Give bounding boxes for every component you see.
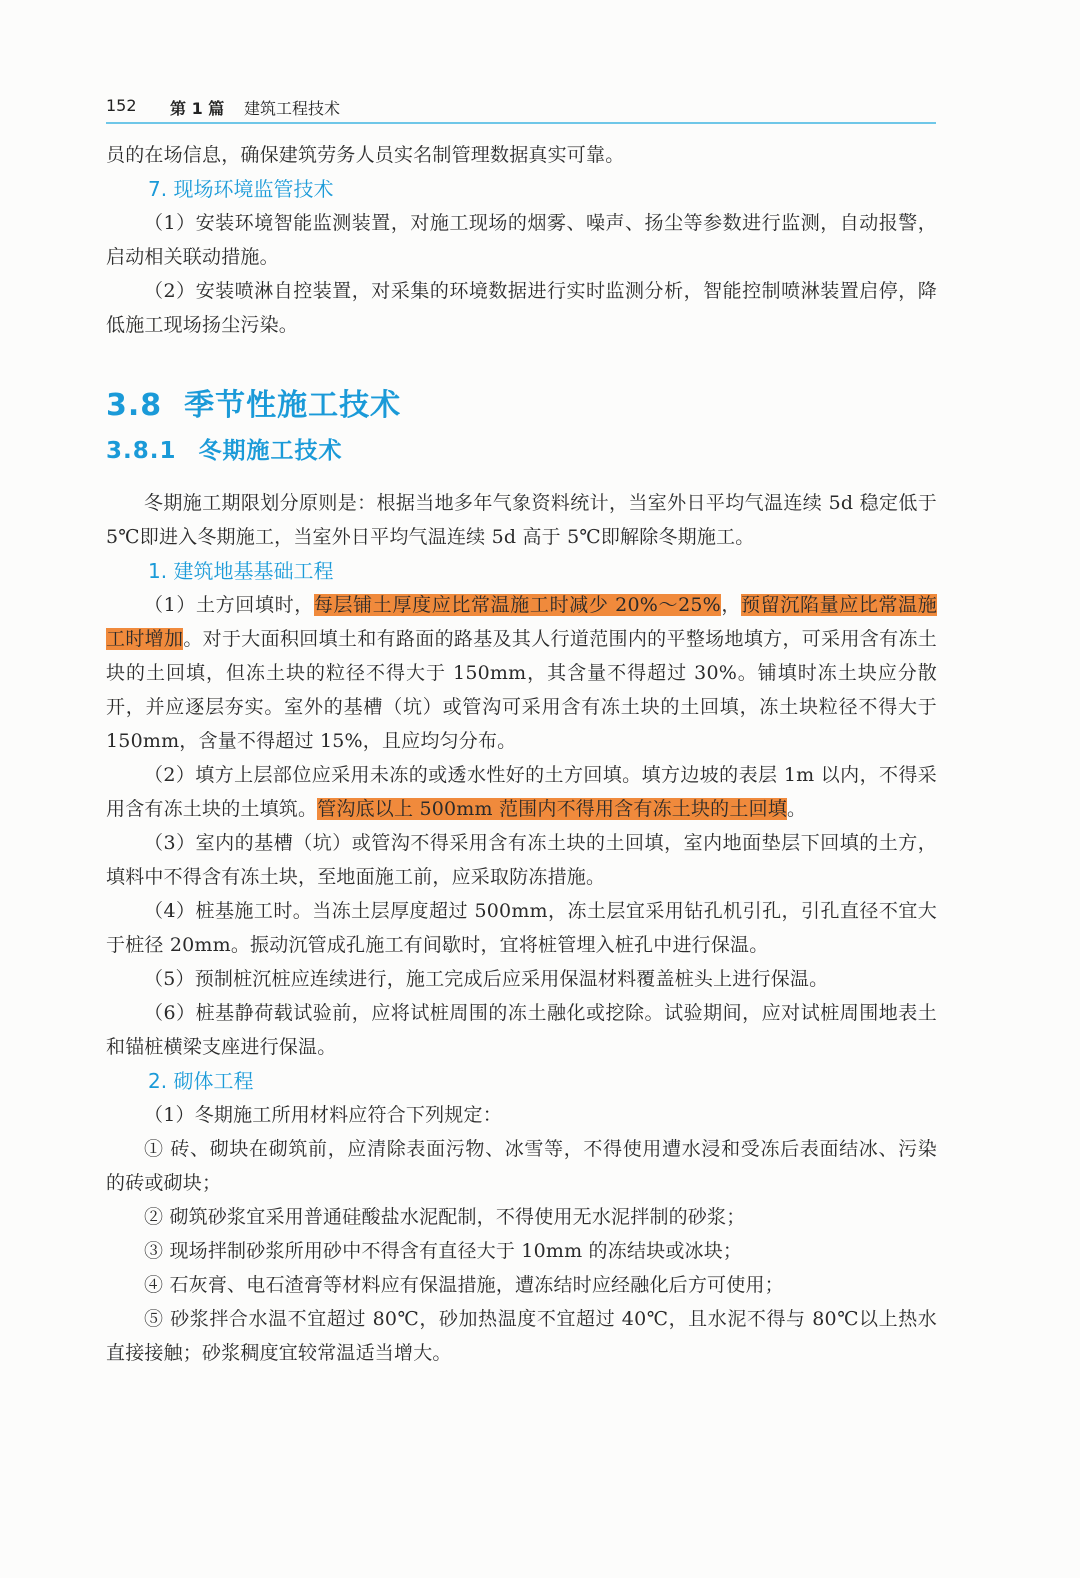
page-number: 152 — [106, 96, 137, 115]
paragraph-1-1 — [106, 588, 937, 758]
list-item-2: ② 砌筑砂浆宜采用普通硅酸盐水泥配制，不得使用无水泥拌制的砂浆； — [144, 1206, 746, 1228]
list-item-4: ④ 石灰膏、电石渣膏等材料应有保温措施，遭冻结时应经融化后方可使用； — [144, 1274, 784, 1296]
list-item-3: ③ 现场拌制砂浆所用砂中不得含有直径大于 10mm 的冻结块或冰块； — [144, 1240, 743, 1262]
list-item-5: ⑤ 砂浆拌合水温不宜超过 80℃，砂加热温度不宜超过 40℃，且水泥不得与 80℃以上热水直接接触；砂浆稠度宜较常温适当增大。 — [106, 1308, 937, 1364]
highlight-3: 管沟底以上 500mm 范围内不得用含有冻土块的土回填 — [317, 798, 787, 820]
running-header — [106, 92, 936, 122]
paragraph-7-2: （2）安装喷淋自控装置，对采集的环境数据进行实时监测分析，智能控制喷淋装置启停，降低施工现场扬尘污染。 — [106, 280, 937, 336]
paragraph-1-2 — [106, 758, 937, 826]
page-content — [106, 138, 937, 1370]
section-title: 季节性施工技术 — [184, 388, 402, 423]
subsection-title: 冬期施工技术 — [198, 438, 343, 464]
list-item-1: ① 砖、砌块在砌筑前，应清除表面污物、冰雪等，不得使用遭水浸和受冻后表面结冰、污染的砖或砌块； — [106, 1138, 937, 1194]
section-heading-3-8 — [106, 386, 937, 426]
paragraph-1-6: （6）桩基静荷载试验前，应将试桩周围的冻土融化或挖除。试验期间，应对试桩周围地表土和锚桩横梁支座进行保温。 — [106, 1002, 937, 1058]
text-run: （1）土方回填时， — [144, 594, 314, 616]
subsection-heading-7: 7. 现场环境监管技术 — [148, 177, 334, 201]
text-run: 。 — [786, 798, 807, 820]
paragraph-7-1: （1）安装环境智能监测装置，对施工现场的烟雾、噪声、扬尘等参数进行监测，自动报警，启动相关联动措施。 — [106, 212, 937, 268]
text-run: ， — [720, 594, 742, 616]
highlight-1: 每层铺土厚度应比常温施工时减少 20%～25% — [313, 594, 721, 616]
part-label: 第 1 篇 — [170, 99, 225, 118]
text-run: 。对于大面积回填土和有路面的路基及其人行道范围内的平整场地填方，可采用含有冻土块的土回填，但冻土块的粒径不得大于 150mm，其含量不得超过 30%。铺填时冻土块应分散开，并应逐层夯实。室外的基槽（坑）或管沟可采用含有冻土块的土回填，冻土块粒径不得大于 150mm，含量不得超过 15%，且应均匀分布。 — [106, 628, 937, 752]
subsection-number: 3.8.1 — [106, 438, 177, 464]
paragraph-1-5: （5）预制桩沉桩应连续进行，施工完成后应采用保温材料覆盖桩头上进行保温。 — [144, 968, 829, 990]
section-heading-3-8-1 — [106, 434, 937, 468]
subsection-heading-1: 1. 建筑地基基础工程 — [148, 559, 334, 583]
paragraph-2-1: （1）冬期施工所用材料应符合下列规定： — [144, 1104, 502, 1126]
paragraph-1-3: （3）室内的基槽（坑）或管沟不得采用含有冻土块的土回填，室内地面垫层下回填的土方，填料中不得含有冻土块，至地面施工前，应采取防冻措施。 — [106, 832, 937, 888]
header-rule — [106, 122, 936, 124]
text-run: （2）填方上层部位应采用未冻的或透水性好的土方回填。填方边坡的表层 1m 以内，不得采用含有冻土块的土填筑。 — [106, 764, 937, 820]
paragraph-continued: 员的在场信息，确保建筑劳务人员实名制管理数据真实可靠。 — [106, 144, 625, 166]
paragraph-1-4: （4）桩基施工时。当冻土层厚度超过 500mm，冻土层宜采用钻孔机引孔，引孔直径不宜大于桩径 20mm。振动沉管成孔施工有间歇时，宜将桩管埋入桩孔中进行保温。 — [106, 900, 937, 956]
subsection-heading-2: 2. 砌体工程 — [148, 1069, 254, 1093]
paragraph-intro: 冬期施工期限划分原则是：根据当地多年气象资料统计，当室外日平均气温连续 5d 稳定低于 5℃即进入冬期施工，当室外日平均气温连续 5d 高于 5℃即解除冬期施工。 — [106, 492, 937, 548]
part-title: 建筑工程技术 — [244, 99, 341, 118]
highlight-2: 预留沉陷量应比常温施工时增加 — [106, 594, 938, 650]
section-number: 3.8 — [106, 388, 163, 423]
